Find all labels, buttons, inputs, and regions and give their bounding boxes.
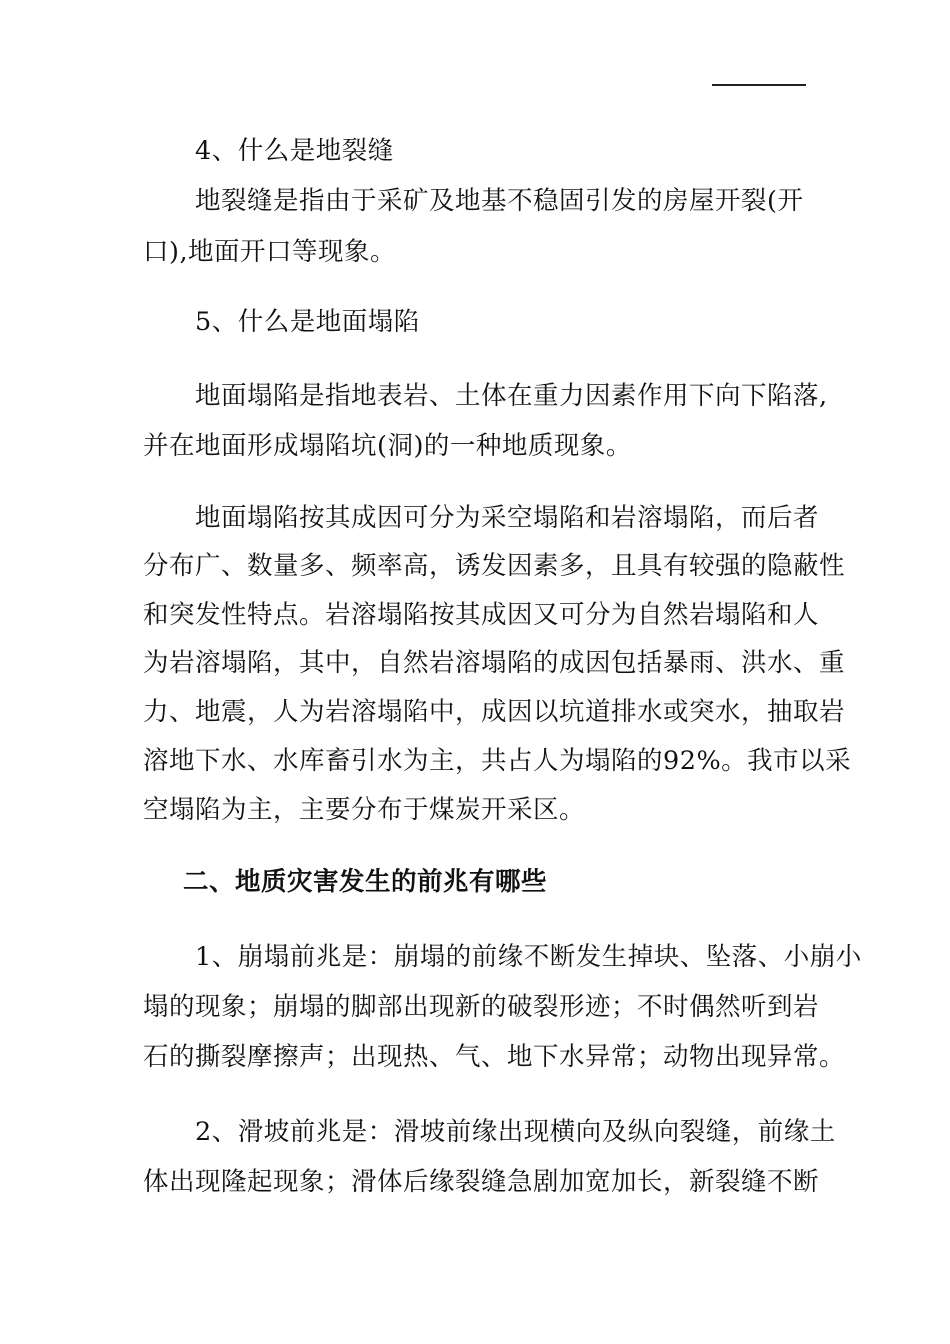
q5-body-line-2: 并在地面形成塌陷坑(洞)的一种地质现象。 bbox=[143, 431, 632, 461]
section-2-heading: 二、地质灾害发生的前兆有哪些 bbox=[183, 867, 548, 897]
q5-title: 5、什么是地面塌陷 bbox=[195, 307, 420, 337]
q5-detail-line-5: 力、地震，人为岩溶塌陷中，成因以坑道排水或突水，抽取岩 bbox=[143, 697, 846, 727]
q5-detail-line-2: 分布广、数量多、频率高，诱发因素多，且具有较强的隐蔽性 bbox=[143, 551, 846, 581]
s2-item1-line-2: 塌的现象；崩塌的脚部出现新的破裂形迹；不时偶然听到岩 bbox=[143, 992, 820, 1022]
q5-detail-line-7: 空塌陷为主，主要分布于煤炭开采区。 bbox=[143, 795, 586, 825]
q4-body-line-2: 口),地面开口等现象。 bbox=[143, 237, 397, 267]
header-rule bbox=[712, 84, 806, 86]
q5-detail-line-4: 为岩溶塌陷，其中，自然岩溶塌陷的成因包括暴雨、洪水、重 bbox=[143, 648, 846, 678]
q5-body-line-1: 地面塌陷是指地表岩、土体在重力因素作用下向下陷落, bbox=[195, 381, 828, 411]
q5-detail-line-1: 地面塌陷按其成因可分为采空塌陷和岩溶塌陷，而后者 bbox=[195, 503, 820, 533]
s2-item1-line-3: 石的撕裂摩擦声；出现热、气、地下水异常；动物出现异常。 bbox=[143, 1042, 846, 1072]
s2-item2-line-1: 2、滑坡前兆是：滑坡前缘出现横向及纵向裂缝，前缘土 bbox=[195, 1117, 836, 1147]
q4-body-line-1: 地裂缝是指由于采矿及地基不稳固引发的房屋开裂(开 bbox=[195, 186, 804, 216]
q5-detail-line-3: 和突发性特点。岩溶塌陷按其成因又可分为自然岩塌陷和人 bbox=[143, 600, 820, 630]
s2-item2-line-2: 体出现隆起现象；滑体后缘裂缝急剧加宽加长，新裂缝不断 bbox=[143, 1167, 820, 1197]
s2-item1-line-1: 1、崩塌前兆是：崩塌的前缘不断发生掉块、坠落、小崩小 bbox=[195, 942, 862, 972]
q5-detail-line-6: 溶地下水、水库畜引水为主，共占人为塌陷的92%。我市以采 bbox=[143, 746, 852, 776]
q4-title: 4、什么是地裂缝 bbox=[195, 136, 394, 166]
